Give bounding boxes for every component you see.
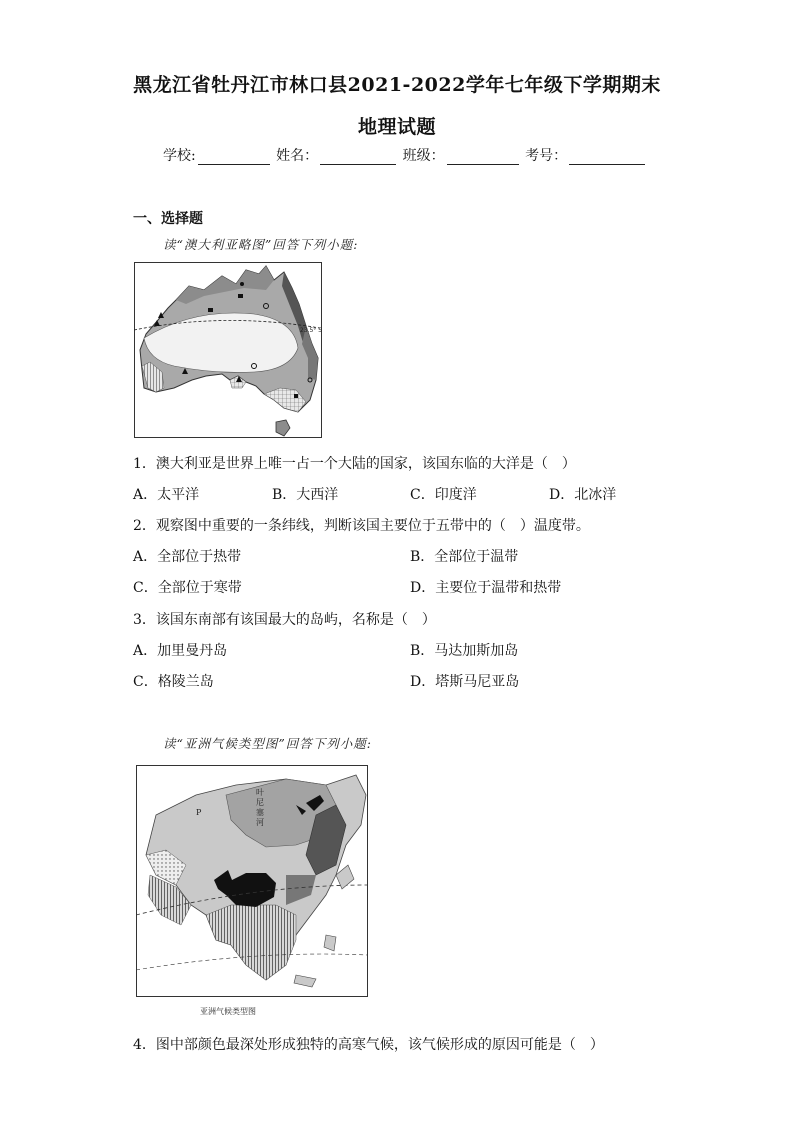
question-3-option-c[interactable]: C．格陵兰岛 <box>133 674 214 690</box>
school-label: 学校: <box>163 148 196 164</box>
label-p: P <box>196 808 202 817</box>
question-2-option-c[interactable]: C．全部位于寒带 <box>133 580 242 596</box>
river-label-1: 叶 <box>256 788 264 797</box>
student-info-row <box>163 145 647 165</box>
exam-number-blank[interactable] <box>569 151 645 165</box>
question-3-option-a[interactable]: A．加里曼丹岛 <box>133 643 228 659</box>
asia-climate-map <box>136 765 368 997</box>
school-blank[interactable] <box>198 151 270 165</box>
group-2-prompt: 读“亚洲气候类型图”回答下列小题: <box>163 736 372 751</box>
class-blank[interactable] <box>447 151 519 165</box>
question-1-option-c[interactable]: C．印度洋 <box>410 487 477 503</box>
question-2-option-a[interactable]: A．全部位于热带 <box>133 549 242 565</box>
question-1-option-d[interactable]: D．北冰洋 <box>549 487 617 503</box>
question-1-option-a[interactable]: A．太平洋 <box>133 487 200 503</box>
australia-map <box>134 262 322 438</box>
question-1-option-b[interactable]: B．大西洋 <box>272 487 339 503</box>
river-label-2: 尼 <box>256 798 264 807</box>
question-2-option-b[interactable]: B．全部位于温带 <box>410 549 519 565</box>
group-1-prompt: 读“澳大利亚略图”回答下列小题: <box>163 237 359 252</box>
paper-title-line-2: 地理试题 <box>357 116 436 138</box>
question-2-option-d[interactable]: D．主要位于温带和热带 <box>410 580 562 596</box>
question-2-stem: 2．观察图中重要的一条纬线，判断该国主要位于五带中的（ ）温度带。 <box>133 518 590 534</box>
question-3-option-b[interactable]: B．马达加斯加岛 <box>410 643 519 659</box>
river-label-4: 河 <box>256 818 264 827</box>
tropic-label: 23.5° S <box>299 327 322 334</box>
river-label-3: 塞 <box>256 808 264 817</box>
question-1-stem: 1．澳大利亚是世界上唯一占一个大陆的国家，该国东临的大洋是（ ） <box>133 456 576 472</box>
question-3-stem: 3．该国东南部有该国最大的岛屿，名称是（ ） <box>133 612 436 628</box>
question-3-option-d[interactable]: D．塔斯马尼亚岛 <box>410 674 520 690</box>
question-4-stem: 4．图中部颜色最深处形成独特的高寒气候，该气候形成的原因可能是（ ） <box>133 1037 604 1053</box>
name-blank[interactable] <box>320 151 396 165</box>
class-label: 班级： <box>402 148 445 164</box>
section-heading: 一、选择题 <box>133 211 203 227</box>
paper-title-line-1: 黑龙江省牡丹江市林口县2021-2022学年七年级下学期期末 <box>133 74 661 96</box>
name-label: 姓名： <box>276 148 319 164</box>
map-caption: 亚洲气候类型图 <box>200 1007 256 1016</box>
exam-number-label: 考号： <box>525 148 568 164</box>
